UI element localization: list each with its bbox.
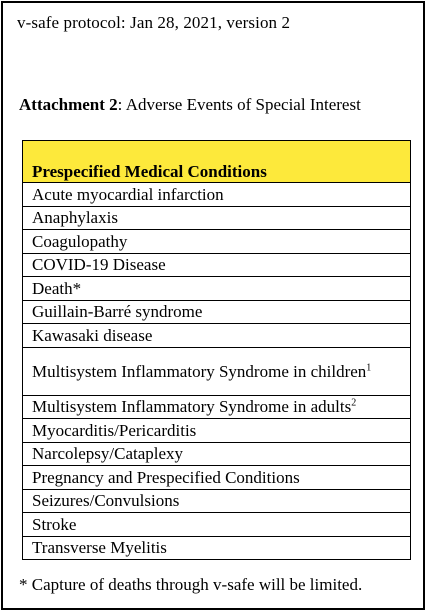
- condition-label: Acute myocardial infarction: [32, 184, 224, 204]
- table-header-cell: Prespecified Medical Conditions: [23, 141, 411, 183]
- condition-label: Multisystem Inflammatory Syndrome in children: [32, 362, 367, 381]
- table-row: [23, 300, 411, 324]
- condition-cell: [23, 183, 411, 207]
- attachment-label: Attachment 2: [19, 95, 118, 114]
- condition-label: Myocarditis/Pericarditis: [32, 420, 197, 440]
- conditions-table: [22, 140, 411, 560]
- table-row: [23, 253, 411, 277]
- condition-label: Transverse Myelitis: [32, 538, 167, 558]
- condition-cell: [23, 230, 411, 254]
- condition-cell: [23, 277, 411, 301]
- condition-label: Death*: [32, 278, 82, 298]
- attachment-heading: [19, 95, 361, 115]
- condition-cell: [23, 300, 411, 324]
- table-row: [23, 442, 411, 466]
- condition-label: Stroke: [32, 514, 77, 534]
- table-row: [23, 324, 411, 348]
- condition-cell: [23, 513, 411, 537]
- condition-label: Guillain-Barré syndrome: [32, 302, 203, 322]
- table-body: [23, 183, 411, 560]
- table-row: [23, 395, 411, 419]
- table-row: [23, 466, 411, 490]
- document-page: [1, 1, 425, 610]
- condition-cell: [23, 442, 411, 466]
- table-row: [23, 277, 411, 301]
- table-row: [23, 230, 411, 254]
- footnote-marker: 2: [351, 397, 357, 409]
- table-row: [23, 513, 411, 537]
- condition-cell: [23, 489, 411, 513]
- condition-cell: [23, 253, 411, 277]
- condition-label: COVID-19 Disease: [32, 255, 166, 275]
- condition-cell: [23, 466, 411, 490]
- condition-cell: [23, 395, 411, 419]
- condition-cell: [23, 324, 411, 348]
- condition-label: Narcolepsy/Cataplexy: [32, 444, 184, 464]
- table-row: [23, 419, 411, 443]
- footnote: * Capture of deaths through v-safe will be limited.: [19, 575, 363, 594]
- attachment-title: : Adverse Events of Special Interest: [117, 95, 361, 114]
- condition-label: Coagulopathy: [32, 231, 128, 251]
- table-row: [23, 183, 411, 207]
- condition-cell: [23, 536, 411, 560]
- table-row: [23, 206, 411, 230]
- condition-cell: [23, 347, 411, 395]
- condition-label: Kawasaki disease: [32, 325, 153, 345]
- table-row: [23, 489, 411, 513]
- protocol-header: v-safe protocol: Jan 28, 2021, version 2: [17, 13, 291, 32]
- table-header-row: [23, 141, 411, 183]
- condition-label: Pregnancy and Prespecified Conditions: [32, 467, 300, 487]
- condition-label: Multisystem Inflammatory Syndrome in adults: [32, 397, 352, 417]
- table-row: [23, 347, 411, 395]
- condition-cell: [23, 206, 411, 230]
- condition-cell: [23, 419, 411, 443]
- table-row: [23, 536, 411, 560]
- condition-label: Seizures/Convulsions: [32, 491, 180, 511]
- condition-label: Anaphylaxis: [32, 208, 118, 228]
- footnote-marker: 1: [366, 362, 372, 374]
